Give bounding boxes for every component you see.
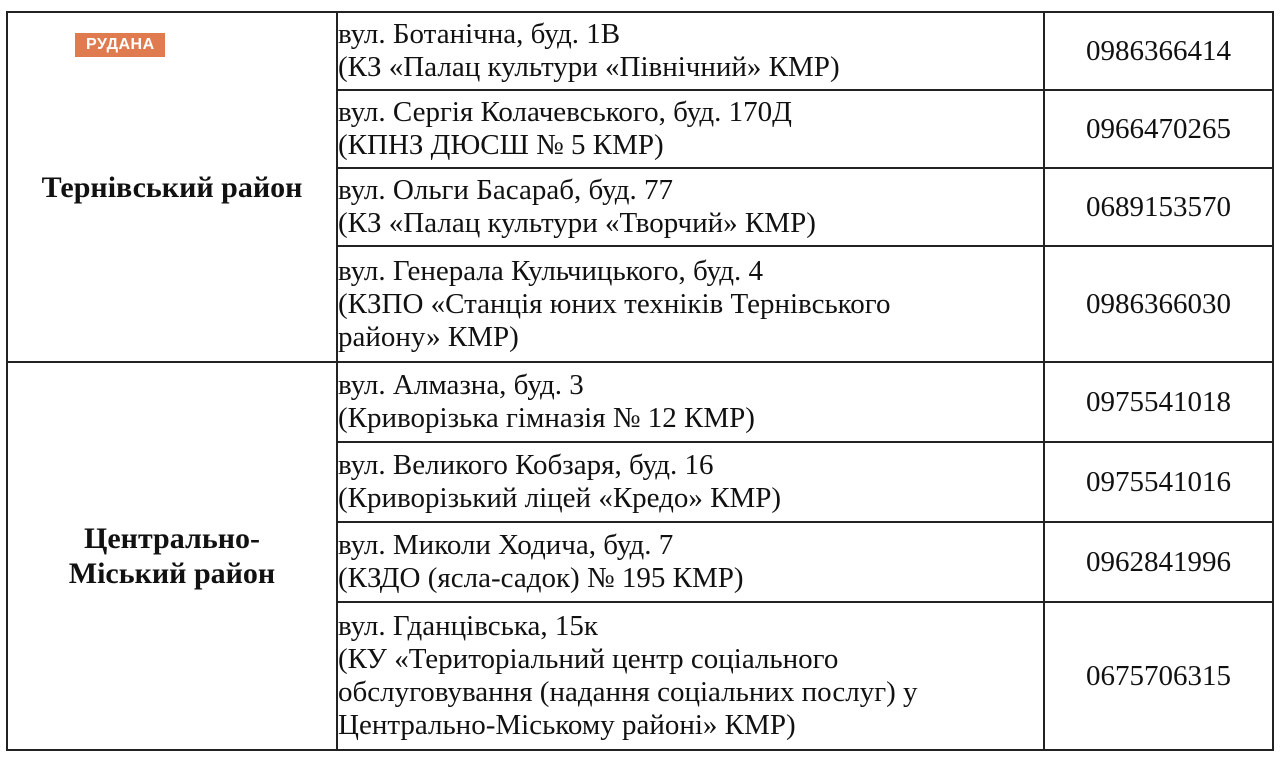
address-cell [337, 362, 1044, 442]
address-line: вул. Сергія Колачевського, буд. 170Д [338, 96, 792, 128]
phone-cell: 0975541018 [1044, 362, 1273, 442]
district-cell-ternivskyi [7, 12, 337, 362]
address-line: вул. Ольги Басараб, буд. 77 [338, 174, 674, 206]
address-line: (КУ «Територіальний центр соціального [338, 643, 839, 675]
phone-cell: 0962841996 [1044, 522, 1273, 602]
table-row [7, 12, 1273, 90]
address-line: (КЗ «Палац культури «Північний» КМР) [338, 51, 840, 83]
address-line: вул. Алмазна, буд. 3 [338, 369, 584, 401]
address-cell [337, 90, 1044, 168]
phone-cell: 0689153570 [1044, 168, 1273, 246]
address-line: вул. Великого Кобзаря, буд. 16 [338, 449, 714, 481]
address-cell [337, 442, 1044, 522]
address-line: (КЗПО «Станція юних техніків Тернівського [338, 287, 891, 320]
address-line: (КЗ «Палац культури «Творчий» КМР) [338, 207, 816, 239]
address-cell [337, 522, 1044, 602]
table-row [7, 362, 1273, 442]
address-cell [337, 12, 1044, 90]
address-line: обслуговування (надання соціальних послуг) у [338, 676, 918, 708]
address-line: вул. Гданцівська, 15к [338, 610, 598, 642]
address-line: (КЗДО (ясла-садок) № 195 КМР) [338, 562, 744, 594]
address-cell [337, 246, 1044, 362]
address-line: (Криворізький ліцей «Кредо» КМР) [338, 482, 782, 514]
district-cell-tsentralno-miskyi [7, 362, 337, 750]
address-table [6, 11, 1274, 751]
address-line: Центрально-Міському районі» КМР) [338, 709, 796, 741]
address-line: (КПНЗ ДЮСШ № 5 КМР) [338, 129, 664, 161]
phone-cell: 0966470265 [1044, 90, 1273, 168]
address-line: вул. Миколи Ходича, буд. 7 [338, 529, 674, 561]
phone-cell: 0675706315 [1044, 602, 1273, 750]
address-cell [337, 168, 1044, 246]
district-name-line: Центрально- [84, 522, 260, 555]
phone-cell: 0986366414 [1044, 12, 1273, 90]
phone-cell: 0975541016 [1044, 442, 1273, 522]
phone-cell: 0986366030 [1044, 246, 1273, 362]
district-name: Тернівський район [41, 170, 303, 204]
address-cell [337, 602, 1044, 750]
address-line: вул. Ботанічна, буд. 1В [338, 18, 621, 50]
address-line: вул. Генерала Кульчицького, буд. 4 [338, 254, 764, 287]
address-line: району» КМР) [338, 320, 519, 353]
district-name-line: Міський район [68, 557, 276, 590]
rudana-badge: РУДАНА [75, 33, 165, 57]
address-line: (Криворізька гімназія № 12 КМР) [338, 402, 755, 434]
